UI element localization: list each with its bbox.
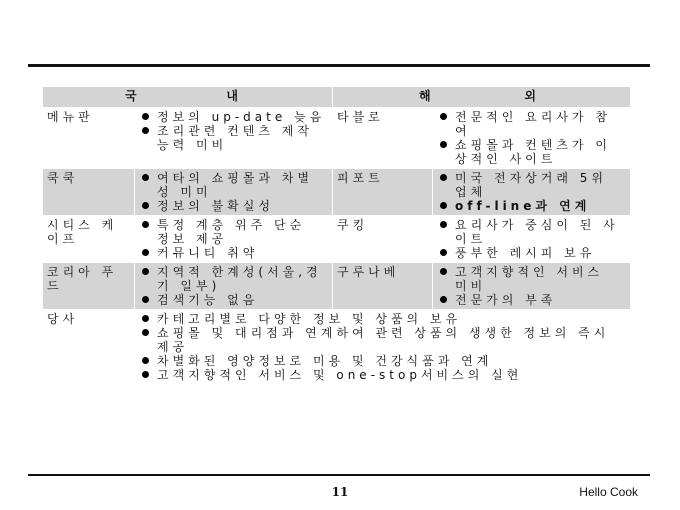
domestic-notes bbox=[135, 169, 333, 216]
list-item: 풍부한 레시피 보유 bbox=[437, 246, 626, 260]
domestic-header-char-2: 내 bbox=[226, 89, 242, 103]
list-item: 검색기능 없음 bbox=[139, 293, 328, 307]
list-item: 특정 계층 위주 단순 정보 제공 bbox=[139, 218, 328, 246]
table-row bbox=[43, 216, 631, 263]
domestic-company: 메뉴판 bbox=[43, 108, 135, 169]
table-row bbox=[43, 108, 631, 169]
list-item: off-line과 연계 bbox=[437, 199, 626, 213]
list-item: 쇼핑몰과 컨텐츠가 이상적인 사이트 bbox=[437, 138, 626, 166]
table-header-row bbox=[43, 87, 631, 108]
domestic-notes bbox=[135, 108, 333, 169]
list-item: 고객지향적인 서비스 미비 bbox=[437, 265, 626, 293]
overseas-header-char-1: 해 bbox=[419, 89, 435, 103]
bottom-rule bbox=[28, 474, 650, 476]
table-row bbox=[43, 169, 631, 216]
overseas-company: 타블로 bbox=[333, 108, 433, 169]
overseas-header-char-2: 외 bbox=[524, 89, 540, 103]
overseas-notes bbox=[433, 169, 631, 216]
domestic-header-char-1: 국 bbox=[125, 89, 141, 103]
overseas-notes bbox=[433, 263, 631, 310]
list-item: 여타의 쇼핑몰과 차별성 미미 bbox=[139, 171, 328, 199]
domestic-notes bbox=[135, 216, 333, 263]
top-rule bbox=[28, 64, 650, 67]
domestic-company: 쿡쿡 bbox=[43, 169, 135, 216]
footer-brand: Hello Cook bbox=[579, 485, 638, 499]
list-item: 쇼핑몰 및 대리점과 연계하여 관련 상품의 생생한 정보의 즉시 제공 bbox=[139, 326, 626, 354]
domestic-company: 시티스 케이프 bbox=[43, 216, 135, 263]
list-item: 전문가의 부족 bbox=[437, 293, 626, 307]
list-item: 카테고리별로 다양한 정보 및 상품의 보유 bbox=[139, 312, 626, 326]
list-item: 요리사가 중심이 된 사이트 bbox=[437, 218, 626, 246]
list-item: 정보의 불확실성 bbox=[139, 199, 328, 213]
list-item: 지역적 한계성(서울,경기 일부) bbox=[139, 265, 328, 293]
overseas-notes bbox=[433, 108, 631, 169]
domestic-notes bbox=[135, 263, 333, 310]
list-item: 조리관련 컨텐츠 제작능력 미비 bbox=[139, 124, 328, 152]
table-row-ours bbox=[43, 310, 631, 385]
our-strengths bbox=[135, 310, 631, 385]
overseas-company: 쿠킹 bbox=[333, 216, 433, 263]
list-item: 전문적인 요리사가 참여 bbox=[437, 110, 626, 138]
overseas-company: 피포트 bbox=[333, 169, 433, 216]
comparison-table bbox=[42, 86, 631, 385]
domestic-header bbox=[43, 87, 333, 108]
page-number: 11 bbox=[331, 485, 349, 499]
table-row bbox=[43, 263, 631, 310]
list-item: 고객지향적인 서비스 및 one-stop서비스의 실현 bbox=[139, 368, 626, 382]
overseas-company: 구루나베 bbox=[333, 263, 433, 310]
our-company: 당사 bbox=[43, 310, 135, 385]
domestic-company: 코리아 푸드 bbox=[43, 263, 135, 310]
list-item: 정보의 up-date 늦음 bbox=[139, 110, 328, 124]
overseas-header bbox=[333, 87, 631, 108]
list-item: 차별화된 영양정보로 미용 및 건강식품과 연계 bbox=[139, 354, 626, 368]
list-item: 커뮤니티 취약 bbox=[139, 246, 328, 260]
overseas-notes bbox=[433, 216, 631, 263]
list-item: 미국 전자상거래 5위 업체 bbox=[437, 171, 626, 199]
